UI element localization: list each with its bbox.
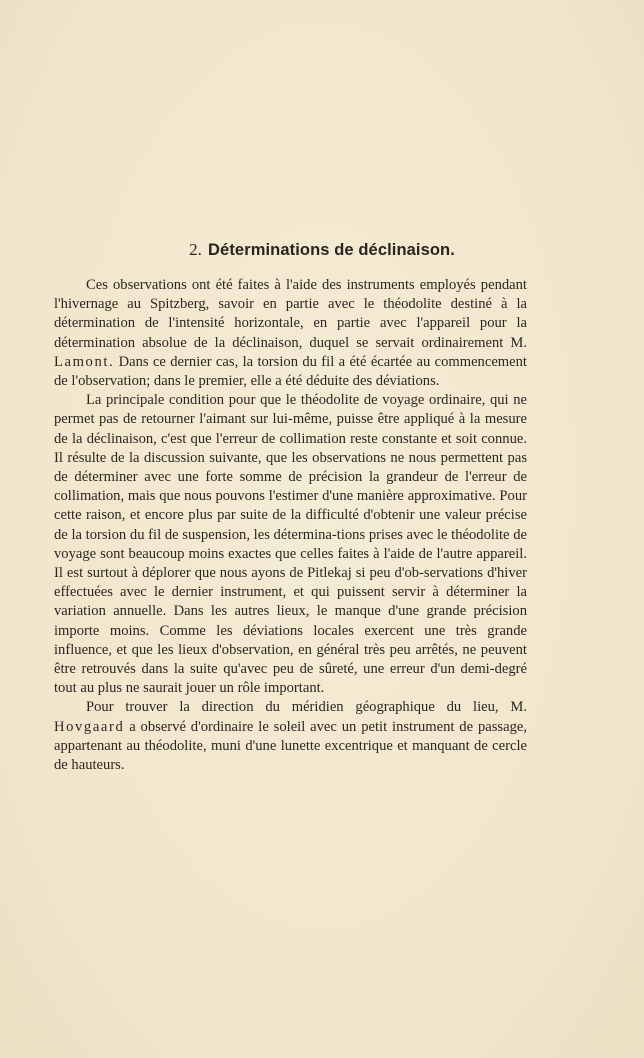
person-name-hovgaard: Hovgaard	[54, 718, 125, 735]
section-heading	[0, 240, 644, 260]
paragraph-3-text-end: a observé d'ordinaire le soleil avec un petit instrument de passage, appartenant au théodolite, muni d'une lunette excentrique et manquant de cercle de hauteurs.	[54, 718, 527, 774]
section-title: Déterminations de déclinaison.	[208, 241, 455, 259]
paragraph-3-text: Pour trouver la direction du méridien géographique du lieu, M.	[86, 699, 527, 716]
paragraph-3	[54, 698, 527, 775]
paragraph-1	[54, 276, 527, 391]
body-text	[54, 276, 527, 775]
paragraph-2-text: La principale condition pour que le théodolite de voyage ordinaire, qui ne permet pas de retourner l'aimant sur lui-même, puisse être appliqué à la mesure de la déclinaison, c'est que l'erreur de collimation reste constante et soit connue. Il résulte de la discussion suivante, que les observations ne nous permettent pas de déterminer avec une forte somme de précision la grandeur de l'erreur de collimation, mais que nous pouvons l'estimer d'une manière approximative. Pour cette raison, et encore plus par suite de la difficulté d'obtenir une valeur précise de la torsion du fil de suspension, les détermina-tions prises avec le théodolite de voyage sont beaucoup moins exactes que celles faites à l'aide de l'autre appareil. Il est surtout à déplorer que nous ayons de Pitlekaj si peu d'ob-servations d'hiver effectuées avec le dernier instrument, et qui puissent servir à déterminer la variation annuelle. Dans les autres lieux, le manque d'une grande précision importe moins. Comme les déviations locales exercent une très grande influence, et que les lieux d'observation, en général très peu arrêtés, ne peuvent être retrouvés dans la suite qu'avec peu de sûreté, une erreur d'un demi-degré tout au plus ne saurait jouer un rôle important.	[54, 392, 527, 697]
person-name-lamont: Lamont.	[54, 353, 115, 370]
paragraph-1-text-end: Dans ce dernier cas, la torsion du fil a été écartée au commencement de l'observation; dans le premier, elle a été déduite des déviations.	[54, 353, 527, 390]
section-number: 2.	[189, 240, 203, 259]
paragraph-1-text: Ces observations ont été faites à l'aide des instruments employés pendant l'hivernage au Spitzberg, savoir en partie avec le théodolite destiné à la détermination de l'intensité horizontale, en partie avec l'appareil pour la détermination absolue de la déclinaison, duquel se servait ordinairement M.	[54, 277, 527, 351]
paragraph-2	[54, 391, 527, 698]
